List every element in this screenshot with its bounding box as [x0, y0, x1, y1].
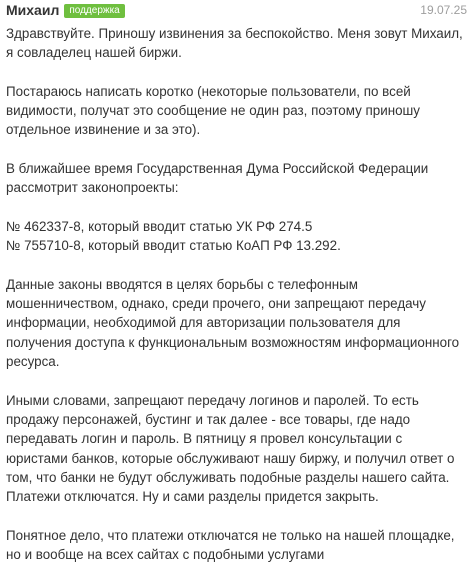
message-paragraph-laws: Данные законы вводятся в целях борьбы с телефонным мошенничеством, однако, среди прочего, они запрещают передачу информации, необходимой для авторизации пользователя для получения доступа к функциональным возможностям информационного ресурса. [6, 276, 460, 370]
message-body [6, 24, 467, 564]
message-paragraph-apology: Постараюсь написать коротко (некоторые пользователи, по всей видимости, получат это сообщение не один раз, поэтому приношу отдельное извинение и за это). [6, 83, 420, 138]
bills-list [6, 217, 467, 256]
message-date: 19.07.25 [420, 3, 467, 17]
bill-item: № 462337-8, который вводит статью УК РФ 274.5 [6, 218, 313, 234]
author-name[interactable]: Михаил [6, 2, 60, 18]
message-paragraph-conclusion: Понятное дело, что платежи отключатся не только на нашей площадке, но и вообще на всех сайтах с подобными услугами [6, 527, 455, 563]
message-paragraph-consequences: Иными словами, запрещают передачу логинов и паролей. То есть продажу персонажей, бустинг и так далее - все товары, где надо передавать логин и пароль. В пятницу я провел консультации с юристами банков, которые обслуживают нашу биржу, и получил ответ о том, что банки не будут обслуживать подобные разделы нашего сайта. Платежи отключатся. Ну и сами разделы придется закрыть. [6, 392, 455, 505]
message-paragraph-bills [6, 159, 467, 198]
support-badge: поддержка [64, 4, 124, 18]
bill-item: № 755710-8, который вводит статью КоАП РФ 13.292. [6, 238, 341, 254]
message-header [6, 2, 467, 19]
message-paragraph-greeting: Здравствуйте. Приношу извинения за беспокойство. Меня зовут Михаил, я совладелец нашей биржи. [6, 26, 463, 61]
bills-intro: В ближайшее время Государственная Дума Российской Федерации рассмотрит законопроекты: [6, 161, 429, 196]
